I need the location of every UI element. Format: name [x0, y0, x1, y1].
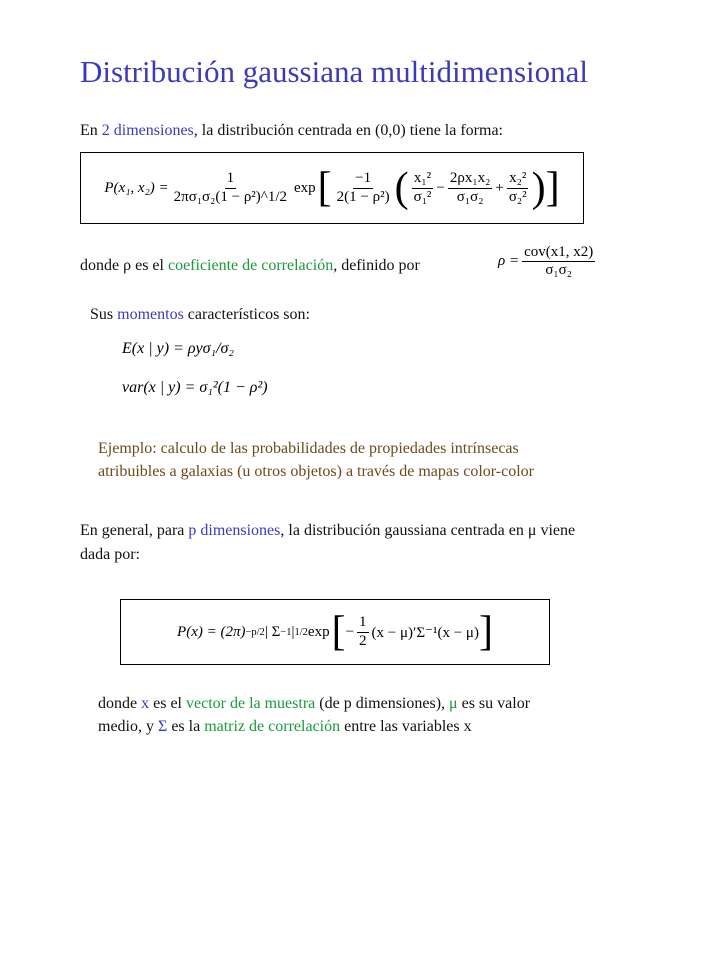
formula1-term2: [448, 170, 492, 206]
general-link: p dimensiones: [188, 522, 281, 539]
formula1-right-paren-icon: ): [531, 165, 546, 211]
moments-pre: Sus: [90, 306, 118, 323]
closing-link1: vector de la muestra: [185, 695, 316, 712]
page-title: Distribución gaussiana multidimensional: [80, 54, 588, 89]
formula2-lhs: P(x) = (2π): [177, 623, 246, 640]
formula1-t3-den: σ₂²: [508, 188, 527, 205]
closing-line-2: [98, 716, 472, 738]
formula1-norm-fraction: [172, 170, 289, 206]
formula1-norm-den: 2πσ₁σ₂(1 − ρ²)^1/2: [173, 188, 287, 205]
moments-link: momentos: [117, 306, 184, 323]
example-line-1: Ejemplo: calculo de las probabilidades de propiedades intrínsecas: [98, 440, 519, 457]
formula1-exp: exp: [294, 179, 316, 196]
formula1-lhs: P(x₁, x₂) =: [104, 179, 169, 196]
rho-num: cov(x1, x2): [522, 244, 595, 262]
intro-pre: En: [80, 122, 102, 139]
formula2-den: 2: [359, 632, 367, 649]
formula1-neg-den: 2(1 − ρ²): [336, 188, 390, 205]
closing-pre1: donde: [98, 695, 142, 712]
example-line-2: atribuibles a galaxias (u otros objetos) a través de mapas color-color: [98, 463, 534, 480]
rho-fraction: [522, 244, 595, 280]
rho-link: coeficiente de correlación: [167, 257, 334, 274]
formula2-bar: |: [291, 623, 295, 640]
formula1-neg-fraction: [335, 170, 392, 206]
general-post: , la distribución gaussiana centrada en μ viene: [280, 522, 576, 539]
closing-line-1: [98, 693, 530, 715]
rho-formula: [498, 244, 598, 280]
moment-variance: var(x | y) = σ₁²(1 − ρ²): [122, 379, 268, 396]
formula-2d-box: [80, 152, 584, 224]
formula2-half: 1/2: [294, 626, 308, 638]
rho-pre: donde ρ es el: [80, 257, 168, 274]
intro-post: , la distribución centrada en (0,0) tiene la forma:: [193, 122, 503, 139]
formula1-plus: +: [495, 179, 504, 196]
formula1-term3: [507, 170, 529, 206]
formula1-left-bracket-icon: [: [317, 165, 332, 211]
closing-pre2: medio, y: [98, 718, 158, 735]
general-text-line-1: [80, 520, 575, 542]
formula2-exp-neg: −p/2: [245, 626, 265, 638]
intro-text: [80, 120, 503, 142]
formula2-right-bracket-icon: ]: [478, 609, 493, 655]
formula2-num: 1: [357, 614, 369, 632]
formula1-term1: [412, 170, 434, 206]
formula-pdim-box: [120, 599, 550, 665]
formula2-tail: (x − μ)′Σ⁻¹(x − μ): [371, 624, 479, 641]
closing-mu: μ: [449, 695, 458, 712]
formula1-neg-num: −1: [353, 170, 373, 188]
formula2-mid: | Σ: [264, 623, 281, 640]
closing-sigma: Σ: [158, 718, 168, 735]
formula1-t1-num: x₁²: [412, 170, 433, 188]
closing-post2: entre las variables x: [340, 718, 472, 735]
rho-den: σ₁σ₂: [545, 262, 572, 279]
general-pre: En general, para: [80, 522, 189, 539]
formula1-t2-den: σ₁σ₂: [456, 188, 484, 205]
rho-post: , definido por: [333, 257, 420, 274]
intro-link: 2 dimensiones: [101, 122, 194, 139]
formula1-minus: −: [436, 179, 445, 196]
formula2-left-bracket-icon: [: [331, 609, 346, 655]
formula2-half-fraction: [357, 614, 369, 650]
moment-expectation: E(x | y) = ρyσ₁/σ₂: [122, 340, 234, 357]
general-text-line-2: dada por:: [80, 546, 140, 563]
moments-text: [90, 304, 310, 326]
closing-mid3: es la: [167, 718, 205, 735]
closing-mid1: es el: [149, 695, 186, 712]
rho-definition-text: [80, 255, 420, 277]
formula1-t3-num: x₂²: [507, 170, 528, 188]
formula1-t1-den: σ₁²: [413, 188, 432, 205]
closing-x: x: [141, 695, 150, 712]
formula1-norm-num: 1: [225, 170, 237, 188]
closing-link2: matriz de correlación: [204, 718, 341, 735]
formula2-exp: exp: [307, 623, 330, 640]
formula2-minus: −: [345, 623, 355, 640]
rho-lhs: ρ =: [498, 253, 520, 270]
formula1-t2-num: 2ρx₁x₂: [448, 170, 492, 188]
moments-post: característicos son:: [183, 306, 310, 323]
formula2-inv: −1: [280, 626, 292, 638]
closing-mid2: (de p dimensiones),: [315, 695, 450, 712]
formula1-left-paren-icon: (: [394, 165, 409, 211]
formula1-right-bracket-icon: ]: [545, 165, 560, 211]
closing-post1: es su valor: [457, 695, 531, 712]
